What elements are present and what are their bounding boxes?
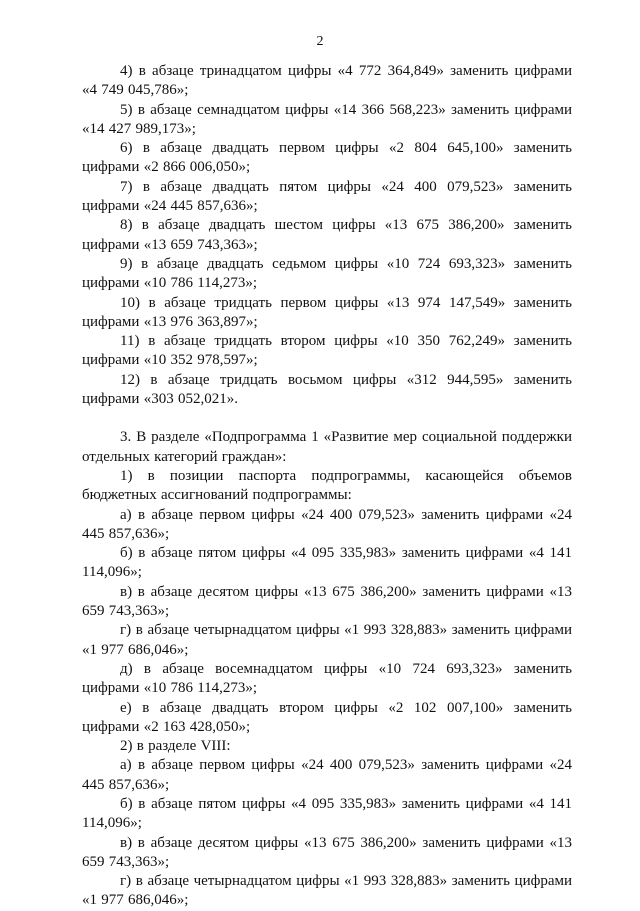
subitem-b: б) в абзаце пятом цифры «4 095 335,983» заменить цифрами «4 141 114,096»; [82, 545, 572, 581]
document-body [82, 62, 572, 911]
paragraph-item-10: 10) в абзаце тридцать первом цифры «13 974 147,549» заменить цифрами «13 976 363,897»; [82, 294, 572, 330]
section-3-heading: 3. В разделе «Подпрограмма 1 «Развитие мер социальной поддержки отдельных категорий граждан»: [82, 429, 572, 465]
paragraph-item-8: 8) в абзаце двадцать шестом цифры «13 675 386,200» заменить цифрами «13 659 743,363»; [82, 217, 572, 253]
page-number: 2 [316, 34, 324, 49]
subitem-a: а) в абзаце первом цифры «24 400 079,523» заменить цифрами «24 445 857,636»; [82, 506, 572, 542]
subitem-d: д) в абзаце восемнадцатом цифры «10 724 693,323» заменить цифрами «10 786 114,273»; [82, 660, 572, 697]
subsection-2-heading: 2) в разделе VIII: [120, 738, 231, 755]
subitem-a-2: а) в абзаце первом цифры «24 400 079,523» заменить цифрами «24 445 857,636»; [82, 757, 572, 793]
subitem-v-2: в) в абзаце десятом цифры «13 675 386,200» заменить цифрами «13 659 743,363»; [82, 834, 572, 870]
section-gap [82, 409, 572, 428]
subitem-g: г) в абзаце четырнадцатом цифры «1 993 328,883» заменить цифрами «1 977 686,046»; [82, 622, 572, 658]
paragraph-item-11: 11) в абзаце тридцать втором цифры «10 350 762,249» заменить цифрами «10 352 978,597»; [82, 333, 572, 369]
paragraph-item-9: 9) в абзаце двадцать седьмом цифры «10 724 693,323» заменить цифрами «10 786 114,273»; [82, 255, 572, 292]
subitem-v: в) в абзаце десятом цифры «13 675 386,200» заменить цифрами «13 659 743,363»; [82, 583, 572, 620]
subitem-b-2: б) в абзаце пятом цифры «4 095 335,983» заменить цифрами «4 141 114,096»; [82, 795, 572, 832]
paragraph-item-7: 7) в абзаце двадцать пятом цифры «24 400 079,523» заменить цифрами «24 445 857,636»; [82, 178, 572, 215]
subitem-e: е) в абзаце двадцать втором цифры «2 102 007,100» заменить цифрами «2 163 428,050»; [82, 699, 572, 735]
subitem-g-2: г) в абзаце четырнадцатом цифры «1 993 328,883» заменить цифрами «1 977 686,046»; [82, 873, 572, 909]
paragraph-item-5: 5) в абзаце семнадцатом цифры «14 366 568,223» заменить цифрами «14 427 989,173»; [82, 101, 572, 137]
paragraph-item-6: 6) в абзаце двадцать первом цифры «2 804 645,100» заменить цифрами «2 866 006,050»; [82, 140, 572, 176]
paragraph-item-4: 4) в абзаце тринадцатом цифры «4 772 364,849» заменить цифрами «4 749 045,786»; [82, 63, 572, 99]
subsection-1-heading: 1) в позиции паспорта подпрограммы, касающейся объемов бюджетных ассигнований подпрограммы: [82, 467, 572, 504]
paragraph-item-12: 12) в абзаце тридцать восьмом цифры «312 944,595» заменить цифрами «303 052,021». [82, 371, 572, 408]
